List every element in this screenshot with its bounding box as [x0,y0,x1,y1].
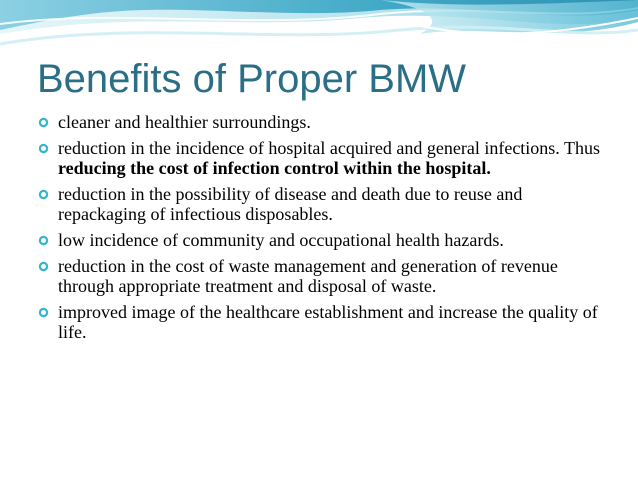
ring-bullet-icon [38,307,49,318]
wave-line-bottom [0,27,638,44]
ring-bullet-icon [38,189,49,200]
ring-bullet-icon [38,143,49,154]
slide-title: Benefits of Proper BMW [37,57,467,101]
bullet-text: improved image of the healthcare establishment and increase the quality of life. [58,302,598,342]
bullet-text: reduction in the possibility of disease and death due to reuse and repackaging of infectious disposables. [58,184,523,224]
bullet-bold-text: reducing the cost of infection control within the hospital. [58,158,491,178]
bullet-text: reduction in the cost of waste management and generation of revenue through appropriate treatment and disposal of waste. [58,256,558,296]
bullet-list [38,112,608,348]
bullet-item [38,138,608,178]
ring-bullet-icon [38,235,49,246]
ring-bullet-icon [38,261,49,272]
bullet-item [38,230,608,250]
bullet-text: low incidence of community and occupational health hazards. [58,230,504,250]
bullet-item [38,184,608,224]
bullet-text: cleaner and healthier surroundings. [58,112,311,132]
bullet-item [38,302,608,342]
bullet-text: reduction in the incidence of hospital acquired and general infections. Thus [58,138,600,158]
bullet-item [38,256,608,296]
ring-bullet-icon [38,117,49,128]
bullet-item [38,112,608,132]
